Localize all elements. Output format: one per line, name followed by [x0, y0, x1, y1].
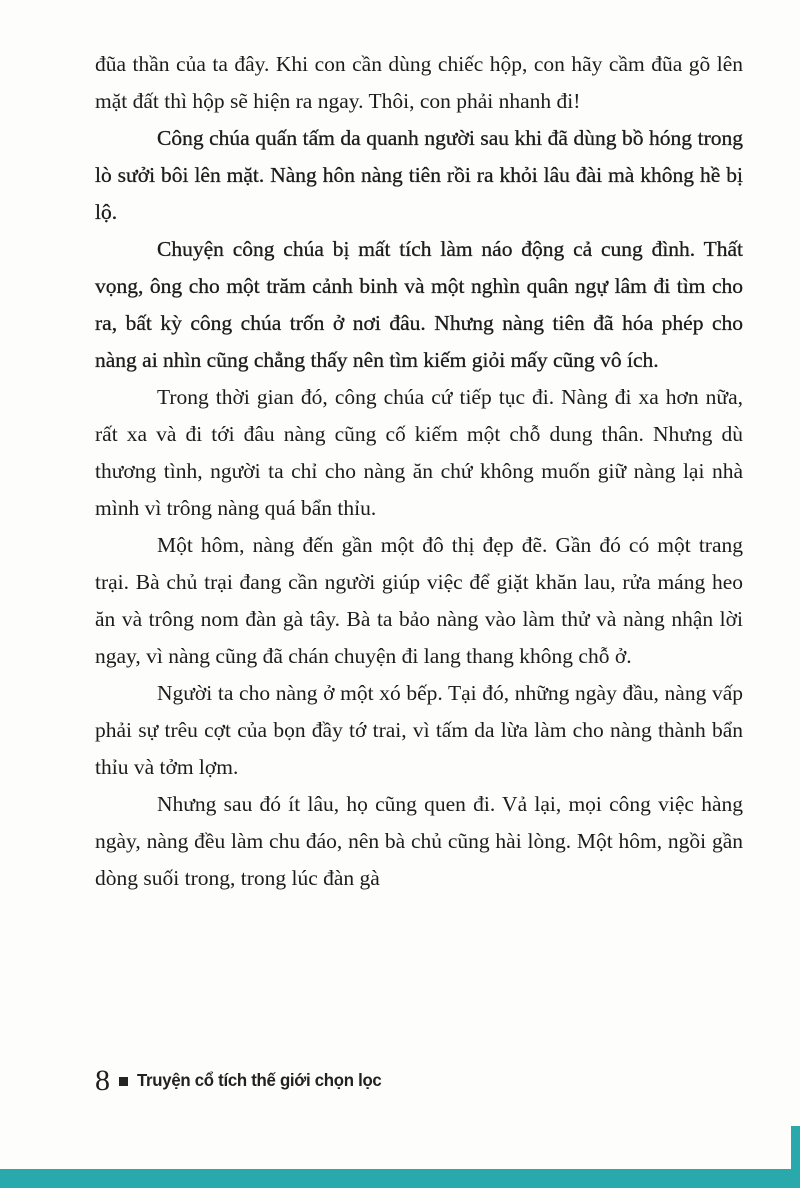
paragraph: Chuyện công chúa bị mất tích làm náo động cả cung đình. Thất vọng, ông cho một trăm cảnh binh và một nghìn quân ngự lâm đi tìm cho ra, bất kỳ công chúa trốn ở nơi đâu. Nhưng nàng tiên đã hóa phép cho nàng ai nhìn cũng chẳng thấy nên tìm kiếm giỏi mấy cũng vô ích.: [95, 237, 743, 372]
paragraph: Người ta cho nàng ở một xó bếp. Tại đó, những ngày đầu, nàng vấp phải sự trêu cợt của bọn đầy tớ trai, vì tấm da lừa làm cho nàng thành bẩn thỉu và tởm lợm.: [95, 681, 743, 779]
square-bullet-icon: [119, 1077, 128, 1086]
paragraph: Nhưng sau đó ít lâu, họ cũng quen đi. Vả lại, mọi công việc hàng ngày, nàng đều làm chu đáo, nên bà chủ cũng hài lòng. Một hôm, ngồi gần dòng suối trong, trong lúc đàn gà: [95, 792, 743, 890]
body-text: [95, 46, 743, 897]
footer-book-title: Truyện cổ tích thế giới chọn lọc: [137, 1070, 382, 1091]
paragraph: Trong thời gian đó, công chúa cứ tiếp tục đi. Nàng đi xa hơn nữa, rất xa và đi tới đâu nàng cũng cố kiếm một chỗ dung thân. Nhưng dù thương tình, người ta chỉ cho nàng ăn chứ không muốn giữ nàng lại nhà mình vì trông nàng quá bẩn thỉu.: [95, 385, 743, 520]
paragraph: Một hôm, nàng đến gần một đô thị đẹp đẽ. Gần đó có một trang trại. Bà chủ trại đang cần người giúp việc để giặt khăn lau, rửa máng heo ăn và trông nom đàn gà tây. Bà ta bảo nàng vào làm thử và nàng nhận lời ngay, vì nàng cũng đã chán chuyện đi lang thang không chỗ ở.: [95, 533, 743, 668]
paragraph: Công chúa quấn tấm da quanh người sau khi đã dùng bồ hóng trong lò sưởi bôi lên mặt. Nàng hôn nàng tiên rồi ra khỏi lâu đài mà không hề bị lộ.: [95, 126, 743, 224]
paragraph: đũa thần của ta đây. Khi con cần dùng chiếc hộp, con hãy cầm đũa gõ lên mặt đất thì hộp sẽ hiện ra ngay. Thôi, con phải nhanh đi!: [95, 52, 743, 113]
page-footer: [95, 1066, 392, 1096]
page-number: 8: [95, 1064, 110, 1097]
page-edge-bar-bottom: [0, 1169, 800, 1188]
